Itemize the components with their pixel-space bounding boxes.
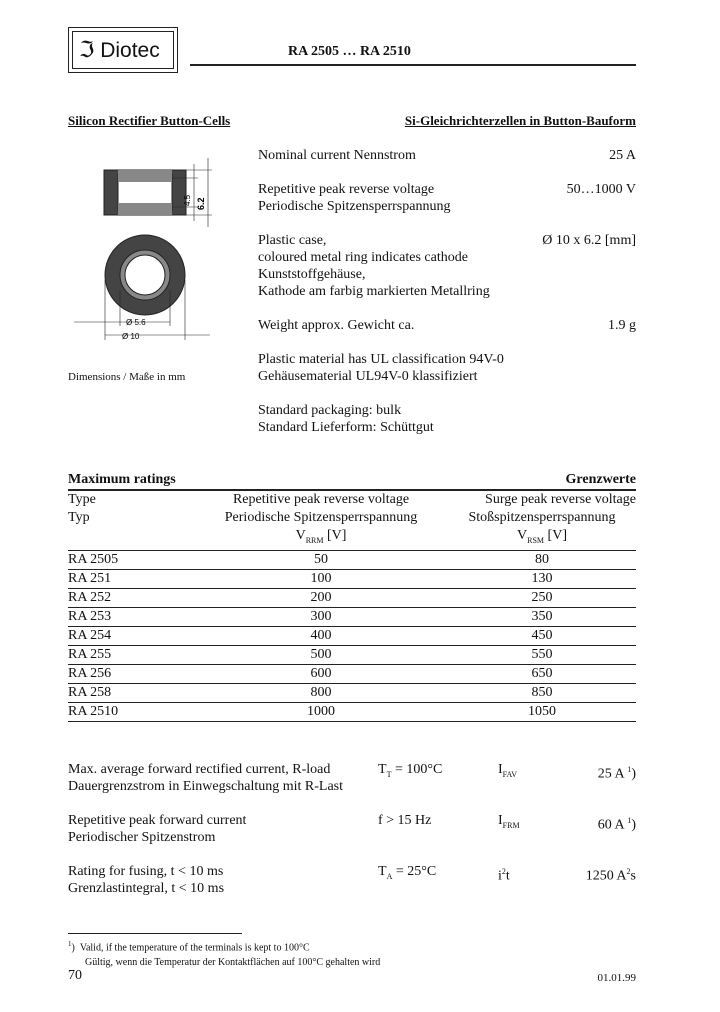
footnote-rule (68, 933, 242, 934)
ratings-title-de: Grenzwerte (448, 471, 636, 490)
param-symbol: $I_{FRM}$ (498, 813, 520, 830)
logo-text: Diotec (100, 39, 160, 62)
table-row (68, 550, 636, 569)
cell-type: RA 255 (68, 645, 194, 664)
param-value: 60 A $^1$) (597, 816, 636, 833)
header-type-en: Type (68, 492, 96, 507)
cell-vrsm: 80 (448, 550, 636, 569)
param-label-de: Dauergrenzstrom in Einwegschaltung mit R-Last (68, 779, 344, 794)
param-label-de: Periodischer Spitzenstrom (68, 830, 216, 845)
spec-weight (258, 317, 636, 334)
spec-label-en: Plastic material has UL classification 94V-0 (258, 352, 504, 367)
page-number: 70 (68, 968, 82, 983)
spec-packaging (258, 402, 636, 436)
cell-type: RA 256 (68, 664, 194, 683)
cell-vrrm: 800 (194, 683, 448, 702)
cell-vrsm: 130 (448, 569, 636, 588)
table-row (68, 626, 636, 645)
button-cell-drawing (60, 150, 230, 350)
param-value: 25 A $^1$) (597, 765, 636, 782)
table-row (68, 645, 636, 664)
spec-value: 1.9 g (608, 318, 636, 333)
table-row (68, 588, 636, 607)
spec-label-de: Gehäusematerial UL94V-0 klassifiziert (258, 369, 478, 384)
param-label-en: Repetitive peak forward current (68, 813, 247, 828)
footnote-de: Gültig, wenn die Temperatur der Kontaktflächen auf 100°C gehalten wird (85, 957, 381, 969)
drawing-caption: Dimensions / Maße in mm (68, 371, 186, 383)
spec-repetitive-voltage (258, 181, 636, 215)
param-value: 1250 $A^2s$ (585, 867, 636, 884)
param-condition: f > 15 Hz (378, 813, 432, 828)
ratings-table (68, 471, 636, 722)
cell-vrrm: 300 (194, 607, 448, 626)
param-label-en: Rating for fusing, t < 10 ms (68, 864, 224, 879)
param-symbol: $I_{FAV}$ (498, 762, 518, 779)
header-vrrm-symbol: $V_{RRM}$ [V] (194, 527, 448, 550)
header-vrsm-de: Stoßspitzensperrspannung (468, 510, 616, 525)
spec-label-en: Standard packaging: bulk (258, 403, 402, 418)
spec-label-de: Standard Lieferform: Schüttgut (258, 420, 434, 435)
diotec-logo (68, 27, 178, 73)
footnote-en: Valid, if the temperature of the terminals is kept to 100°C (79, 942, 310, 954)
param-symbol: $i^2t$ (498, 867, 510, 884)
spec-ul (258, 351, 636, 385)
param-condition: $T_T = 100^\circ C$ (378, 762, 443, 779)
header-rule (190, 64, 636, 66)
table-row (68, 702, 636, 721)
dim-height-inner: 4.5 (183, 194, 192, 206)
cell-vrsm: 550 (448, 645, 636, 664)
cell-type: RA 251 (68, 569, 194, 588)
param-ifrm (68, 812, 636, 846)
spec-label-de: Periodische Spitzensperrspannung (258, 199, 451, 214)
spec-value: 25 A (609, 148, 636, 163)
cell-vrsm: 250 (448, 588, 636, 607)
spec-value: Ø 10 x 6.2 [mm] (542, 233, 636, 248)
side-view-ring-top (118, 170, 172, 182)
cell-vrrm: 1000 (194, 702, 448, 721)
cell-vrrm: 200 (194, 588, 448, 607)
header-vrrm-de: Periodische Spitzensperrspannung (224, 510, 418, 525)
cell-vrsm: 350 (448, 607, 636, 626)
table-row (68, 664, 636, 683)
cell-type: RA 2510 (68, 702, 194, 721)
ratings-title-row (68, 471, 636, 490)
header-type-de: Typ (68, 510, 90, 525)
spec-nominal-current (258, 147, 636, 164)
spec-label-en: Repetitive peak reverse voltage (258, 182, 435, 197)
ratings-title-en: Maximum ratings (68, 471, 448, 490)
section-title-en: Silicon Rectifier Button-Cells (68, 113, 231, 128)
header-vrrm-en: Repetitive peak reverse voltage (232, 492, 410, 507)
dim-height-outer: 6.2 (196, 197, 206, 210)
ratings-header-symbols (68, 527, 636, 550)
ratings-header-en (68, 490, 636, 509)
document-title: RA 2505 … RA 2510 (288, 44, 411, 59)
header-vrsm-symbol: $V_{RSM}$ [V] (448, 527, 636, 550)
table-row (68, 569, 636, 588)
cell-type: RA 253 (68, 607, 194, 626)
param-label-en: Max. average forward rectified current, R-load (68, 762, 331, 777)
side-view-ring-bottom (118, 203, 172, 215)
param-condition: $T_A = 25^\circ C$ (378, 864, 437, 881)
document-date: 01.01.99 (597, 972, 636, 984)
cell-type: RA 254 (68, 626, 194, 645)
cell-type: RA 2505 (68, 550, 194, 569)
cell-vrrm: 600 (194, 664, 448, 683)
section-title-de: Si-Gleichrichterzellen in Button-Bauform (404, 113, 636, 128)
cell-vrrm: 50 (194, 550, 448, 569)
cell-type: RA 252 (68, 588, 194, 607)
cell-vrrm: 100 (194, 569, 448, 588)
logo-mark-icon: ℑ (79, 37, 95, 62)
spec-label: Weight approx. Gewicht ca. (258, 318, 415, 333)
table-row (68, 683, 636, 702)
spec-label: Nominal current Nennstrom (258, 148, 416, 163)
cell-vrrm: 500 (194, 645, 448, 664)
table-row (68, 607, 636, 626)
footnote: $^1$) Valid, if the temperature of the terminals is kept to 100°C Gültig, wenn die Temperatur der Kontaktflächen auf 100°C gehalten wird (68, 940, 381, 969)
dim-diameter-inner: Ø 5.6 (126, 318, 146, 327)
param-label-de: Grenzlastintegral, t < 10 ms (68, 881, 225, 896)
cell-vrsm: 1050 (448, 702, 636, 721)
cell-vrrm: 400 (194, 626, 448, 645)
spec-value: 50…1000 V (566, 182, 636, 197)
spec-label-en: coloured metal ring indicates cathode (258, 250, 468, 265)
spec-label-de: Kunststoffgehäuse, (258, 267, 366, 282)
spec-case (258, 232, 636, 300)
param-i2t (68, 863, 636, 897)
cell-vrsm: 850 (448, 683, 636, 702)
cell-type: RA 258 (68, 683, 194, 702)
spec-label-en: Plastic case, (258, 233, 327, 248)
ratings-header-de (68, 509, 636, 527)
cell-vrsm: 450 (448, 626, 636, 645)
param-ifav (68, 761, 636, 795)
header-vrsm-en: Surge peak reverse voltage (485, 492, 636, 507)
cell-vrsm: 650 (448, 664, 636, 683)
front-view-center (125, 255, 165, 295)
spec-label-de: Kathode am farbig markierten Metallring (258, 284, 490, 299)
dim-diameter-outer: Ø 10 (122, 332, 140, 341)
